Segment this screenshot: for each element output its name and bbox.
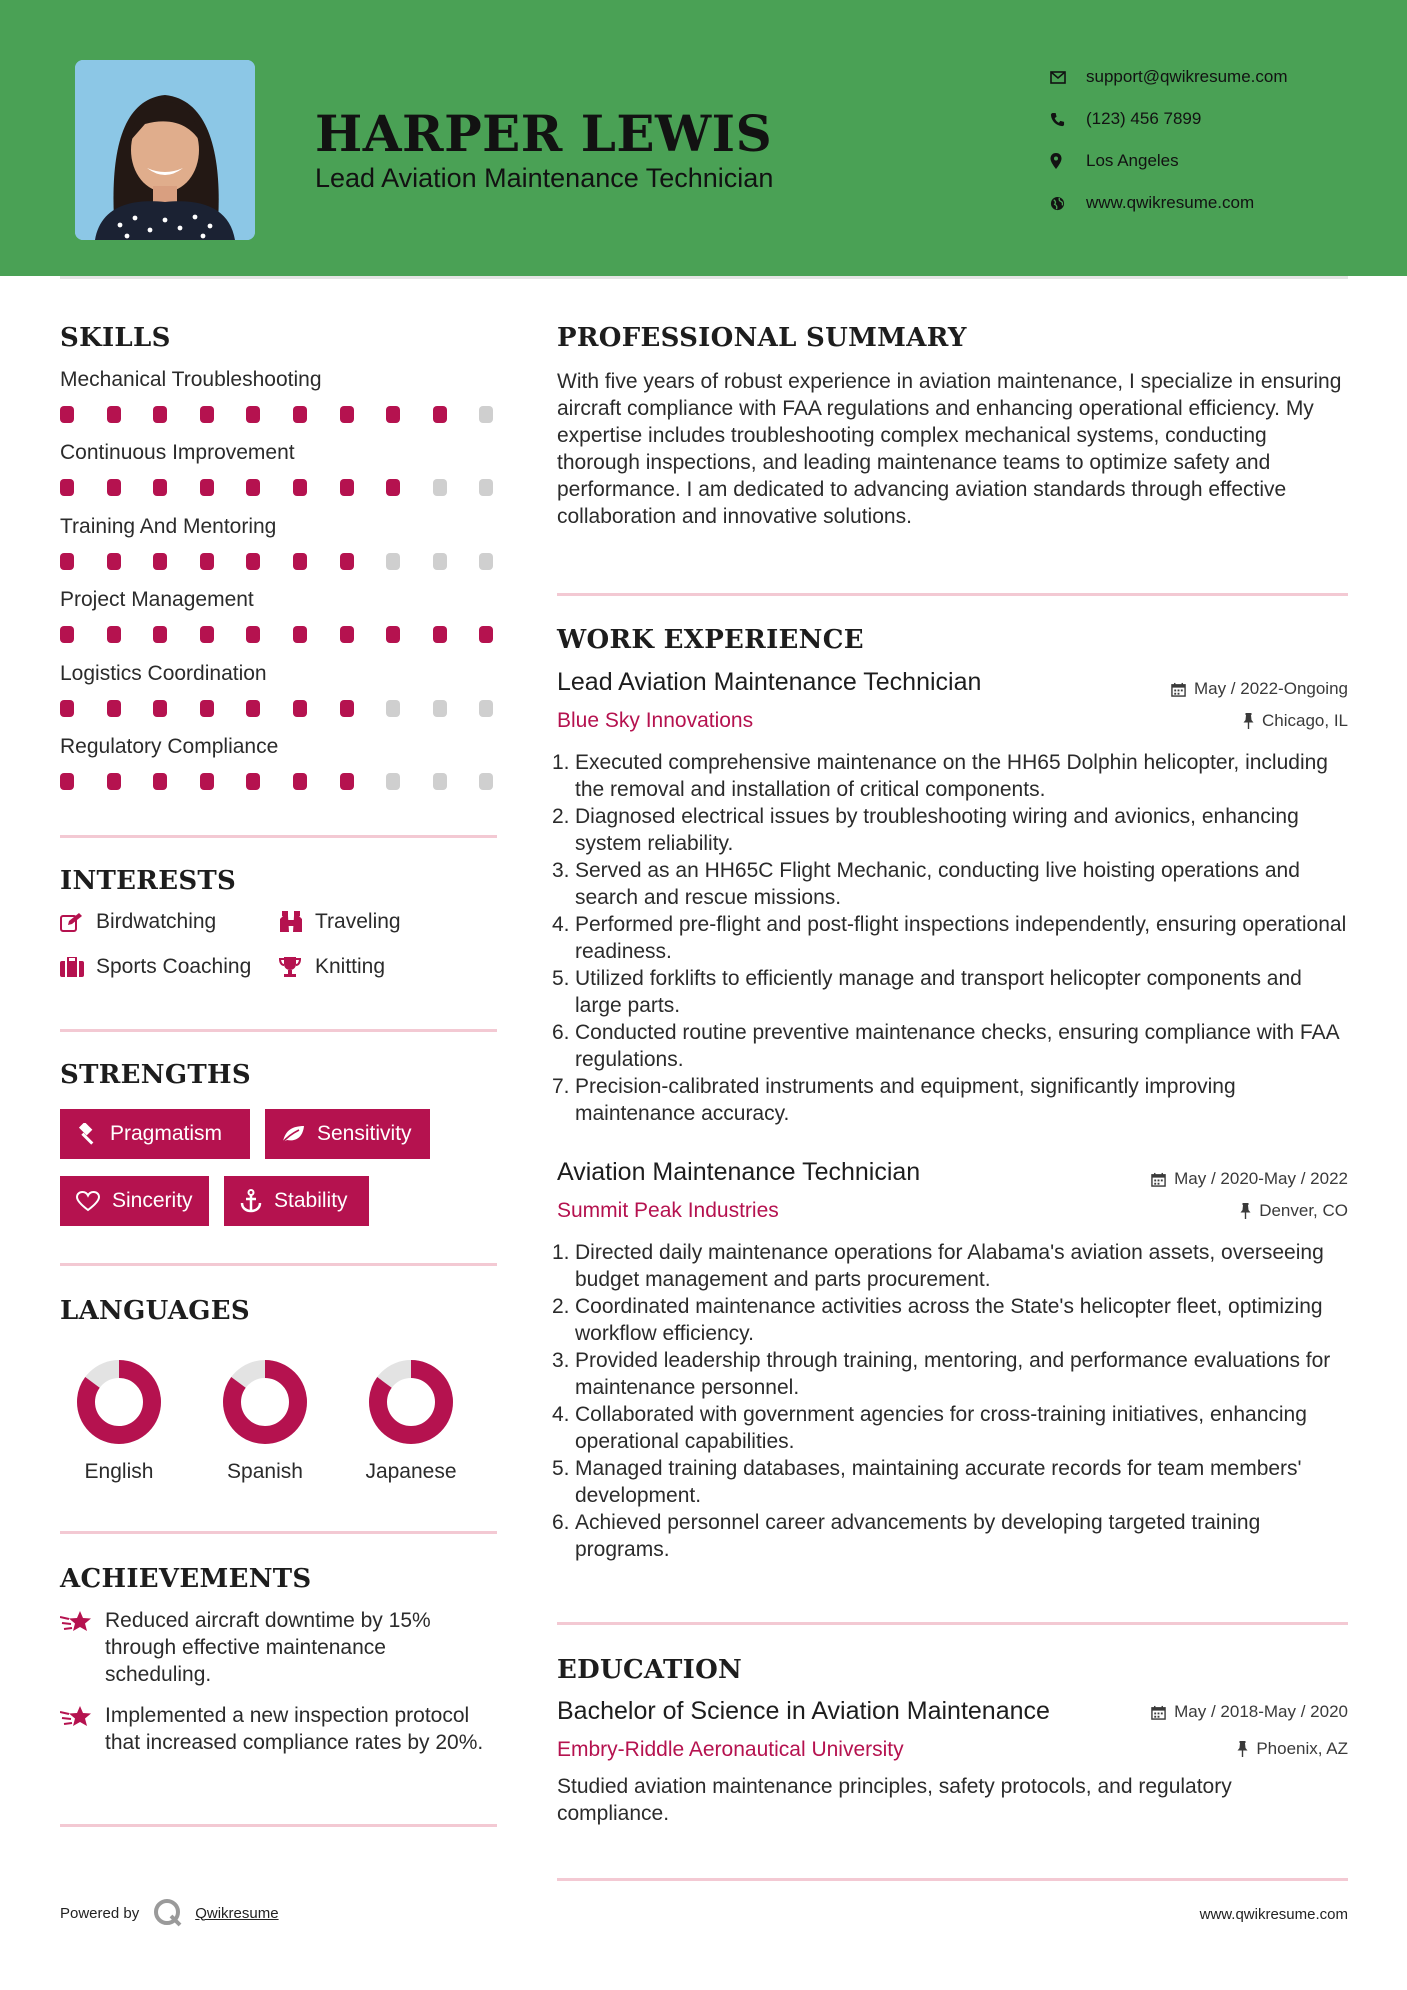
skill-name: Training And Mentoring [60, 514, 277, 538]
skill-level-dot [153, 626, 167, 643]
bullet-number: 2. [552, 805, 570, 828]
calendar-icon [1151, 1705, 1166, 1720]
job-location: Denver, CO [1240, 1201, 1348, 1221]
bullet-number: 3. [552, 1349, 570, 1372]
skill-level-dot [107, 479, 121, 496]
skill-level-dot [153, 406, 167, 423]
skill-level-dot [433, 406, 447, 423]
language-name: Japanese [365, 1460, 457, 1483]
job-bullet [552, 857, 1352, 911]
bullet-text: Collaborated with government agencies for cross-training initiatives, enhancing operational capabilities. [575, 1403, 1307, 1453]
footer-powered-by: Powered by Qwikresume [60, 1898, 279, 1928]
skill-level-dot [386, 700, 400, 717]
skill-level-dot [293, 773, 307, 790]
skill-level-dot [433, 553, 447, 570]
skill-level-dot [340, 773, 354, 790]
leaf-icon [281, 1124, 305, 1144]
skill-level-dot [153, 700, 167, 717]
profile-photo [75, 60, 255, 240]
skill-level-dot [60, 406, 74, 423]
bullet-number: 1. [552, 1241, 570, 1264]
contact-list [1050, 56, 1288, 224]
candidate-name: HARPER LEWIS [315, 104, 773, 163]
language-item [351, 1357, 471, 1484]
strength-badge: Sincerity [60, 1176, 209, 1226]
language-level-ring [74, 1357, 164, 1447]
skill-level-dots [60, 553, 526, 570]
skill-level-dot [60, 773, 74, 790]
skill-level-dot [200, 626, 214, 643]
contact-email[interactable]: support@qwikresume.com [1050, 56, 1288, 98]
job-role: Aviation Maintenance Technician [557, 1158, 921, 1186]
skill-name: Regulatory Compliance [60, 735, 279, 758]
anchor-icon [240, 1189, 262, 1213]
job-company: Blue Sky Innovations [557, 709, 754, 732]
job-bullet [552, 803, 1352, 857]
language-name: Spanish [227, 1460, 303, 1483]
skill-level-dot [340, 700, 354, 717]
skill-level-dot [107, 773, 121, 790]
skill-level-dot [107, 626, 121, 643]
language-name: English [84, 1460, 154, 1483]
qwikresume-logo-icon [153, 1898, 183, 1928]
bullet-text: Executed comprehensive maintenance on the HH65 Dolphin helicopter, including the removal and installation of critical components. [575, 751, 1328, 801]
bullet-number: 6. [552, 1021, 570, 1044]
envelope-icon [1050, 71, 1086, 84]
skill-name: Continuous Improvement [60, 441, 295, 465]
interest-item: Sports Coaching [60, 955, 251, 979]
language-level-ring [220, 1357, 310, 1447]
candidate-title: Lead Aviation Maintenance Technician [315, 163, 774, 193]
skill-level-dot [153, 773, 167, 790]
skill-level-dot [200, 700, 214, 717]
skill-level-dot [386, 626, 400, 643]
skill-level-dot [246, 479, 260, 496]
skill-level-dot [246, 700, 260, 717]
skill-level-dot [479, 773, 493, 790]
bullet-number: 7. [552, 1075, 570, 1098]
bullet-number: 3. [552, 859, 570, 882]
skill-level-dot [433, 479, 447, 496]
contact-location: Los Angeles [1050, 140, 1288, 182]
bullet-number: 1. [552, 751, 570, 774]
section-divider [557, 1622, 1348, 1625]
education-dates: May / 2018-May / 2020 [1151, 1702, 1348, 1722]
skill-level-dots [60, 773, 526, 790]
job-company: Summit Peak Industries [557, 1199, 779, 1222]
resume-header [0, 0, 1407, 276]
skill-level-dot [386, 773, 400, 790]
summary-title: PROFESSIONAL SUMMARY [557, 323, 967, 353]
job-bullet [552, 1073, 1352, 1127]
skill-level-dots [60, 700, 526, 717]
binoculars-icon [279, 911, 315, 933]
calendar-icon [1171, 682, 1186, 697]
languages-title: LANGUAGES [60, 1296, 250, 1326]
skill-level-dot [107, 700, 121, 717]
skill-level-dot [433, 626, 447, 643]
job-role: Lead Aviation Maintenance Technician [557, 668, 982, 696]
map-pin-icon [1050, 153, 1086, 169]
skill-level-dots [60, 479, 526, 496]
language-item [205, 1357, 325, 1484]
job-bullet [552, 1293, 1352, 1347]
skill-level-dot [433, 773, 447, 790]
gavel-icon [76, 1123, 98, 1145]
skills-title: SKILLS [60, 323, 171, 353]
experience-title: WORK EXPERIENCE [557, 625, 864, 655]
skill-level-dot [386, 479, 400, 496]
interest-item: Knitting [279, 955, 385, 979]
job-dates: May / 2020-May / 2022 [1151, 1169, 1348, 1189]
bullet-text: Diagnosed electrical issues by troubleshooting wiring and avionics, enhancing system reliability. [575, 805, 1299, 855]
skill-level-dot [60, 553, 74, 570]
job-bullet [552, 911, 1352, 965]
strengths-title: STRENGTHS [60, 1060, 251, 1090]
education-degree: Bachelor of Science in Aviation Maintenance [557, 1697, 1050, 1725]
bullet-text: Conducted routine preventive maintenance checks, ensuring compliance with FAA regulations. [575, 1021, 1339, 1071]
bullet-number: 6. [552, 1511, 570, 1534]
skill-level-dot [200, 553, 214, 570]
pushpin-icon [1243, 713, 1254, 729]
achievement-item: Implemented a new inspection protocol that increased compliance rates by 20%. [60, 1702, 490, 1756]
strength-badge: Sensitivity [265, 1109, 430, 1159]
skill-name: Project Management [60, 588, 254, 612]
bullet-text: Performed pre-flight and post-flight inspections independently, ensuring operational readiness. [575, 913, 1347, 963]
skill-level-dot [340, 479, 354, 496]
skill-level-dots [60, 406, 526, 423]
section-divider [60, 835, 497, 838]
bullet-text: Coordinated maintenance activities across the State's helicopter fleet, optimizing workflow efficiency. [575, 1295, 1323, 1345]
skill-level-dot [386, 406, 400, 423]
job-bullet [552, 1239, 1352, 1293]
bullet-text: Utilized forklifts to efficiently manage and transport helicopter components and large parts. [575, 967, 1302, 1017]
calendar-icon [1151, 1172, 1166, 1187]
job-bullet-list [552, 1239, 1352, 1563]
section-divider [557, 1878, 1348, 1881]
bullet-text: Achieved personnel career advancements by developing targeted training programs. [575, 1511, 1261, 1561]
skill-level-dot [479, 553, 493, 570]
bullet-number: 5. [552, 967, 570, 990]
job-bullet [552, 1455, 1352, 1509]
skill-level-dot [293, 700, 307, 717]
bullet-text: Managed training databases, maintaining accurate records for team members' development. [575, 1457, 1302, 1507]
job-bullet [552, 1509, 1352, 1563]
skill-level-dot [479, 700, 493, 717]
skill-level-dot [246, 773, 260, 790]
skill-level-dot [293, 553, 307, 570]
skill-level-dots [60, 626, 526, 643]
skill-level-dot [60, 479, 74, 496]
skill-level-dot [200, 406, 214, 423]
interest-item: Traveling [279, 910, 401, 934]
skill-level-dot [479, 479, 493, 496]
job-location: Chicago, IL [1243, 711, 1348, 731]
skill-level-dot [200, 773, 214, 790]
skill-level-dot [60, 700, 74, 717]
interests-title: INTERESTS [60, 866, 237, 896]
globe-icon [1050, 196, 1086, 211]
job-bullet [552, 965, 1352, 1019]
qwikresume-link[interactable]: Qwikresume [195, 1904, 279, 1922]
education-location: Phoenix, AZ [1237, 1739, 1348, 1759]
bullet-number: 4. [552, 1403, 570, 1426]
skill-level-dot [293, 406, 307, 423]
interest-item: Birdwatching [60, 910, 216, 934]
bullet-number: 2. [552, 1295, 570, 1318]
skill-level-dot [340, 553, 354, 570]
header-divider [60, 276, 1348, 279]
skill-name: Logistics Coordination [60, 661, 267, 685]
bullet-text: Served as an HH65C Flight Mechanic, conducting live hoisting operations and search and rescue missions. [575, 859, 1300, 909]
language-level-ring [366, 1357, 456, 1447]
language-item [59, 1357, 179, 1484]
skill-level-dot [479, 626, 493, 643]
strength-badge: Stability [224, 1176, 369, 1226]
phone-icon [1050, 112, 1086, 127]
strength-badge: Pragmatism [60, 1109, 250, 1159]
section-divider [60, 1263, 497, 1266]
skill-level-dot [246, 626, 260, 643]
job-bullet [552, 1401, 1352, 1455]
bullet-number: 4. [552, 913, 570, 936]
job-dates: May / 2022-Ongoing [1171, 679, 1348, 699]
skill-level-dot [293, 626, 307, 643]
heart-icon [76, 1191, 100, 1212]
skill-level-dot [107, 406, 121, 423]
achievements-title: ACHIEVEMENTS [60, 1564, 312, 1594]
skill-level-dot [107, 553, 121, 570]
section-divider [60, 1029, 497, 1032]
skill-level-dot [60, 626, 74, 643]
skill-level-dot [340, 406, 354, 423]
pushpin-icon [1237, 1741, 1248, 1757]
skill-level-dot [246, 406, 260, 423]
education-title: EDUCATION [557, 1655, 743, 1685]
contact-phone[interactable]: (123) 456 7899 [1050, 98, 1288, 140]
trophy-icon [279, 956, 315, 978]
shooting-star-icon [60, 1607, 105, 1688]
bullet-number: 5. [552, 1457, 570, 1480]
contact-website[interactable]: www.qwikresume.com [1050, 182, 1288, 224]
skill-level-dot [433, 700, 447, 717]
section-divider [60, 1531, 497, 1534]
pushpin-icon [1240, 1203, 1251, 1219]
bullet-text: Directed daily maintenance operations for Alabama's aviation assets, overseeing budget management and parts procurement. [575, 1241, 1324, 1291]
skill-level-dot [200, 479, 214, 496]
job-bullet-list [552, 749, 1352, 1127]
job-bullet [552, 749, 1352, 803]
section-divider [557, 593, 1348, 596]
achievement-item: Reduced aircraft downtime by 15% through effective maintenance scheduling. [60, 1607, 490, 1688]
briefcase-icon [60, 957, 96, 977]
pencil-square-icon [60, 912, 96, 932]
skill-level-dot [153, 479, 167, 496]
job-bullet [552, 1347, 1352, 1401]
footer-url[interactable]: www.qwikresume.com [1199, 1906, 1348, 1923]
skill-level-dot [153, 553, 167, 570]
skill-level-dot [479, 406, 493, 423]
education-school: Embry-Riddle Aeronautical University [557, 1738, 904, 1761]
shooting-star-icon [60, 1702, 105, 1756]
skill-name: Mechanical Troubleshooting [60, 368, 322, 391]
bullet-text: Provided leadership through training, mentoring, and performance evaluations for maintenance personnel. [575, 1349, 1331, 1399]
skill-level-dot [293, 479, 307, 496]
skill-level-dot [386, 553, 400, 570]
section-divider [60, 1824, 497, 1827]
job-bullet [552, 1019, 1352, 1073]
education-description: Studied aviation maintenance principles, safety protocols, and regulatory compliance. [557, 1775, 1232, 1825]
bullet-text: Precision-calibrated instruments and equipment, significantly improving maintenance accuracy. [575, 1075, 1236, 1125]
skill-level-dot [246, 553, 260, 570]
skill-level-dot [340, 626, 354, 643]
summary-text: With five years of robust experience in aviation maintenance, I specialize in ensuring aircraft compliance with FAA regulations and enhancing operational efficiency. My expertise includes troubleshooting complex mechanical systems, conducting thorough inspections, and leading maintenance teams to optimize safety and performance. I am dedicated to advancing aviation standards through effective collaboration and innovative solutions. [557, 370, 1342, 528]
